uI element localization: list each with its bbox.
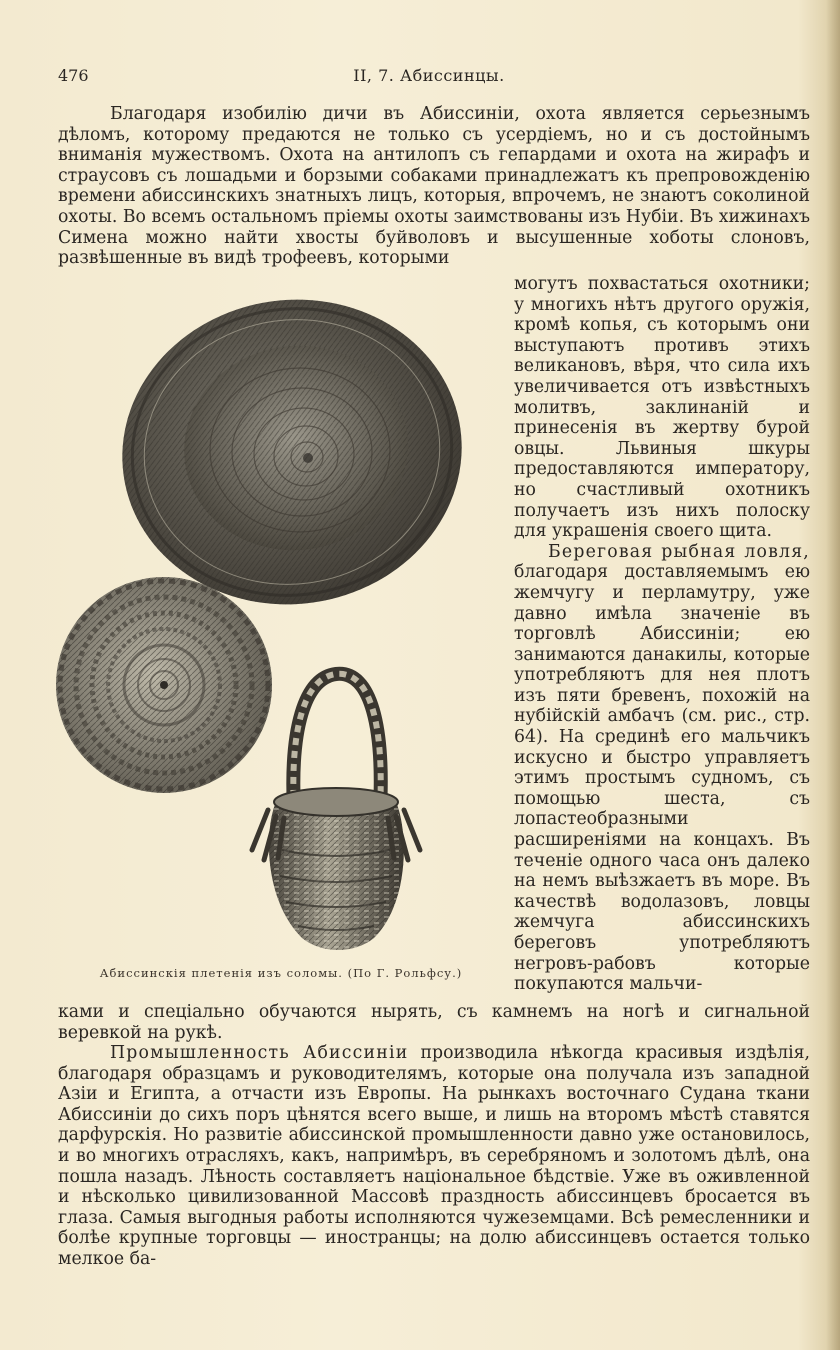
paragraph-industry (58, 1043, 810, 1270)
industry-lead: Промышленность Абиссиніи (110, 1043, 409, 1063)
paragraph-divers: ками и спеціально обучаются нырять, съ камнемъ на ногѣ и сигнальной веревкой на рукѣ. (58, 1002, 810, 1043)
paragraph-hunting: Благодаря изобилію дичи въ Абиссиніи, охота является серьезнымъ дѣломъ, которому предаются не только съ усердіемъ, но и съ достойнымъ вниманія мужествомъ. Охота на антилопъ съ гепардами и охота на жирафъ и страусовъ съ лошадьми и борзыми собаками принадлежатъ къ препровожденію времени абиссинскихъ знатныхъ лицъ, которыя, впрочемъ, не знаютъ соколиной охоты. Во всемъ остальномъ пріемы охоты заимствованы изъ Нубіи. Въ хижинахъ Симена можно найти хвосты буйволовъ и высушенные хоботы слоновъ, развѣшенные въ видѣ трофеевъ, которыми (58, 104, 810, 269)
fishing-text: благодаря доставляемымъ ею жемчугу и перламутру, уже давно имѣла значеніе въ торговлѣ Абиссиніи; ею занимаются данакилы, которые употребляютъ для нея плотъ изъ пяти бревенъ, похожій на нубійскій амбачъ (см. рис., стр. 64). На срединѣ его мальчикъ искусно и быстро управляетъ этимъ простымъ судномъ, съ помощью шеста, съ лопастеобразными расширеніями на концахъ. Въ теченіе одного часа онъ далеко на немъ выѣзжаетъ въ море. Въ качествѣ водолазовъ, ловцы жемчуга абиссинскихъ береговъ употребляютъ негровъ-рабовъ которые покупаются мальчи- (514, 562, 810, 995)
straw-hat (103, 290, 482, 626)
paragraph-fishing (514, 542, 810, 995)
fishing-lead: Береговая рыбная ловля, (548, 541, 810, 562)
page-number: 476 (58, 66, 89, 85)
woven-basket (252, 674, 420, 950)
paragraph-hunting-continued: могутъ похвастаться охотники; у многихъ нѣтъ другого оружія, кромѣ копья, съ которымъ они выступаютъ противъ этихъ великановъ, вѣря, что сила ихъ увеличивается отъ извѣстныхъ молитвъ, заклинаній и принесенія въ жертву бурой овцы. Львиныя шкуры предоставляются императору, но счастливый охотникъ получаетъ изъ нихъ полоску для украшенія своего щита. (514, 274, 810, 542)
page-edge-shadow (826, 0, 840, 1350)
figure-caption: Абиссинскія плетенія изъ соломы. (По Г. Рольфсу.) (99, 966, 463, 980)
basketry-illustration (54, 290, 506, 958)
page-header (58, 66, 800, 90)
running-title: II, 7. Абиссинцы. (353, 66, 505, 85)
industry-text: производила нѣкогда красивыя издѣлія, благодаря образцамъ и руководителямъ, которые она получала изъ западной Азіи и Египта, а отчасти изъ Европы. На рынкахъ восточнаго Судана ткани Абиссиніи до сихъ поръ цѣнятся всего выше, и лишь на второмъ мѣстѣ ставятся дарфурскія. Но развитіе абиссинской промышленности давно уже остановилось, и во многихъ отрасляхъ, какъ, напримѣръ, въ серебряномъ и золотомъ дѣлѣ, она пошла назадъ. Лѣность составляетъ національное бѣдствіе. Уже въ оживленной и нѣсколько цивилизованной Массовѣ праздность абиссинцевъ бросается въ глаза. Самыя выгодныя работы исполняются чужеземцами. Всѣ ремесленники и болѣе крупные торговцы — иностранцы; на долю абиссинцевъ остается только мелкое ба- (58, 1043, 810, 1269)
text-column-right (514, 274, 810, 995)
woven-plate (56, 577, 272, 793)
